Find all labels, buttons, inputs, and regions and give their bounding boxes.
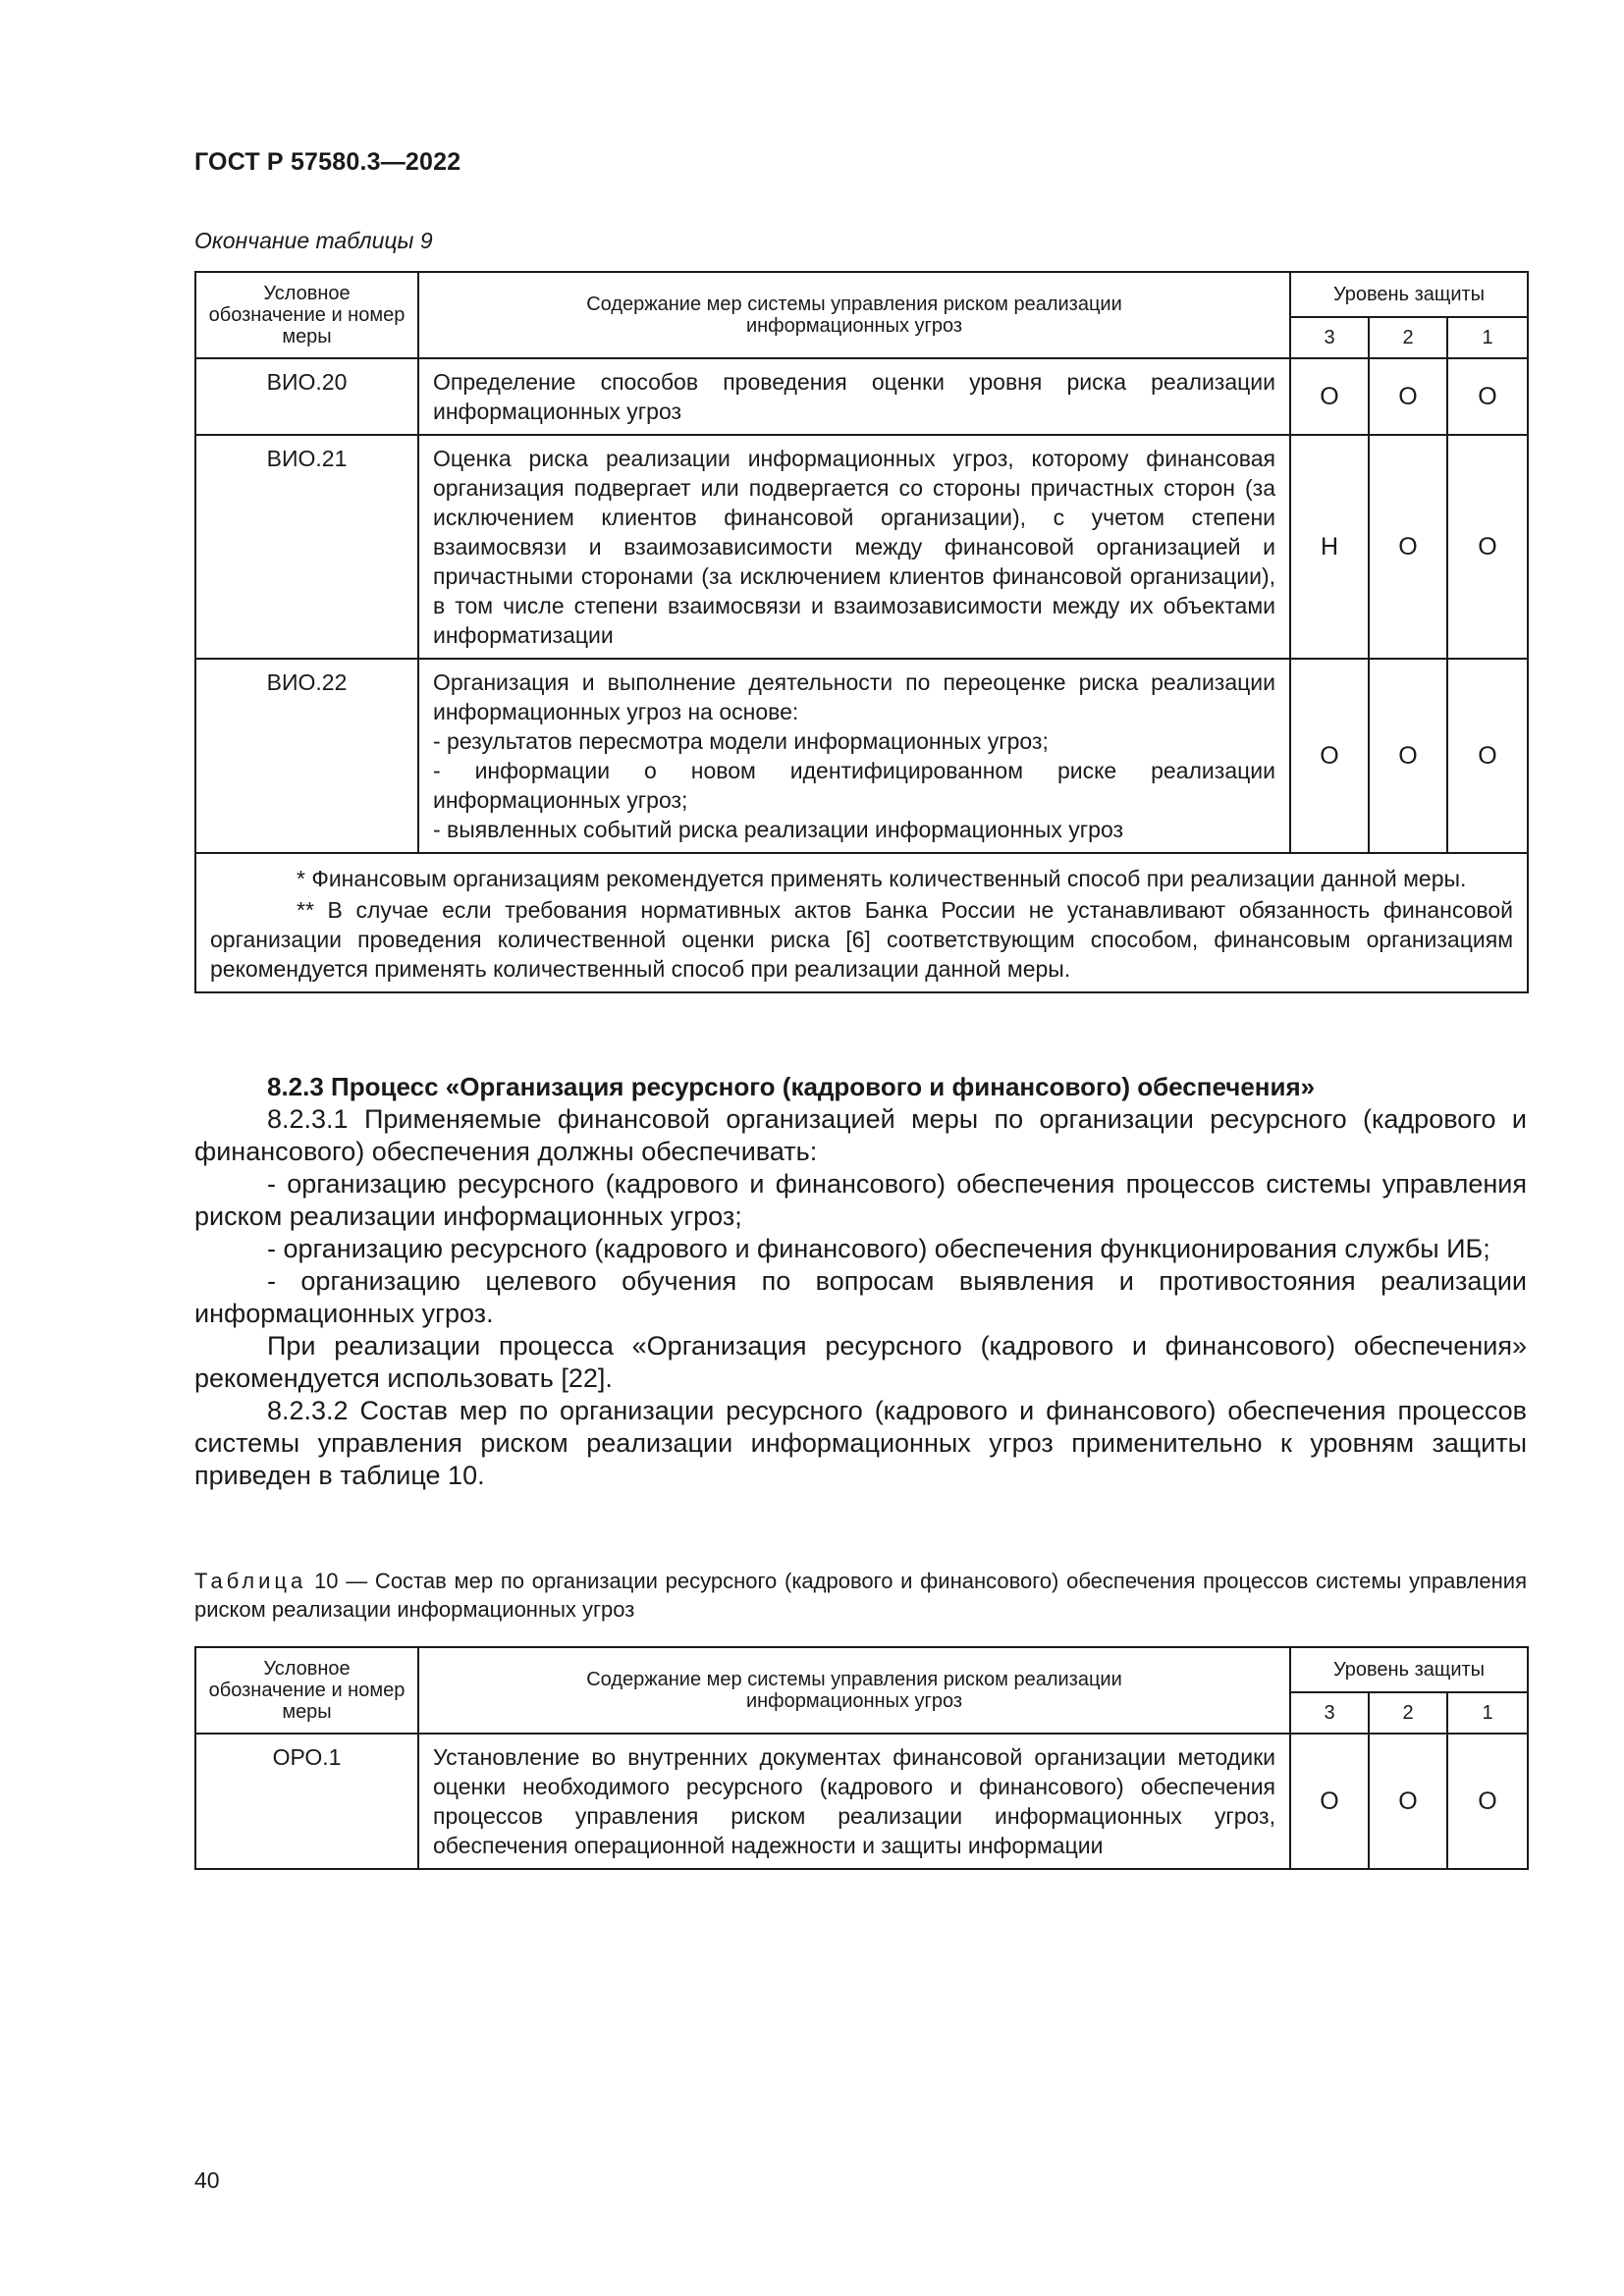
section-8-2-3 [194,1071,1527,1492]
list-item: - информации о новом идентифицированном риске реализации информационных угроз; [433,758,1275,813]
measure-intro: Организация и выполнение деятельности по переоценке риска реализации информационных угроз на основе: [433,669,1275,724]
level-3-value: Н [1290,435,1369,659]
header-level-2: 2 [1369,1692,1447,1734]
table-10 [194,1646,1529,1870]
header-level-3: 3 [1290,317,1369,358]
level-3-value: О [1290,1734,1369,1869]
header-protection-level: Уровень защиты [1290,1647,1528,1692]
list-item: - результатов пересмотра модели информационных угроз; [433,728,1049,754]
header-code: Условное обозначение и номер меры [195,1647,418,1734]
header-content: Содержание мер системы управления риском реализации информационных угроз [418,272,1290,358]
measure-text: Определение способов проведения оценки уровня риска реализации информационных угроз [418,358,1290,435]
measure-code: ОРО.1 [195,1734,418,1869]
table-row [195,358,1528,435]
header-content: Содержание мер системы управления риском реализации информационных угроз [418,1647,1290,1734]
level-3-value: О [1290,358,1369,435]
measure-code: ВИО.22 [195,659,418,853]
list-item: - организацию целевого обучения по вопросам выявления и противостояния реализации информационных угроз. [194,1266,1527,1328]
table-10-caption [194,1567,1527,1624]
table-title: 10 — Состав мер по организации ресурсного (кадрового и финансового) обеспечения процессов системы управления риском реализации информационных угроз [194,1569,1527,1622]
table-9 [194,271,1529,993]
header-level-2: 2 [1369,317,1447,358]
table-row [195,659,1528,853]
note-1: * Финансовым организациям рекомендуется применять количественный способ при реализации данной меры. [297,866,1467,891]
level-2-value: О [1369,358,1447,435]
note-2: ** В случае если требования нормативных актов Банка России не устанавливают обязанность финансовой организации проведения количественной оценки риска [6] соответствующим способом, финансовым организациям рекомендуется применять количественный способ при реализации данной меры. [210,897,1514,982]
measure-code: ВИО.20 [195,358,418,435]
paragraph: При реализации процесса «Организация ресурсного (кадрового и финансового) обеспечения» рекомендуется использовать [22]. [194,1331,1527,1393]
level-1-value: О [1447,1734,1528,1869]
level-1-value: О [1447,435,1528,659]
measure-code: ВИО.21 [195,435,418,659]
table-notes [195,853,1528,992]
table-9-continuation-caption: Окончание таблицы 9 [194,228,433,253]
list-item: - выявленных событий риска реализации информационных угроз [433,817,1124,842]
header-code: Условное обозначение и номер меры [195,272,418,358]
level-1-value: О [1447,358,1528,435]
level-1-value: О [1447,659,1528,853]
level-2-value: О [1369,435,1447,659]
list-item: - организацию ресурсного (кадрового и финансового) обеспечения функционирования службы ИБ; [267,1234,1490,1263]
paragraph: 8.2.3.1 Применяемые финансовой организацией меры по организации ресурсного (кадрового и финансового) обеспечения должны обеспечивать: [194,1104,1527,1166]
level-2-value: О [1369,659,1447,853]
header-level-3: 3 [1290,1692,1369,1734]
header-level-1: 1 [1447,1692,1528,1734]
level-2-value: О [1369,1734,1447,1869]
list-item: - организацию ресурсного (кадрового и финансового) обеспечения процессов системы управления риском реализации информационных угроз; [194,1169,1527,1231]
measure-text [418,659,1290,853]
measure-text: Оценка риска реализации информационных угроз, которому финансовая организация подвергает или подвергается со стороны причастных сторон (за исключением клиентов финансовой организации), с учетом степени взаимосвязи и взаимозависимости между финансовой организацией и причастными сторонами (за исключением клиентов финансовой организации), в том числе степени взаимосвязи и взаимозависимости между их объектами информатизации [418,435,1290,659]
header-protection-level: Уровень защиты [1290,272,1528,317]
page-number: 40 [194,2167,220,2193]
header-level-1: 1 [1447,317,1528,358]
paragraph: 8.2.3.2 Состав мер по организации ресурсного (кадрового и финансового) обеспечения процессов системы управления риском реализации информационных угроз применительно к уровням защиты приведен в таблице 10. [194,1396,1527,1490]
section-heading: 8.2.3 Процесс «Организация ресурсного (кадрового и финансового) обеспечения» [267,1072,1316,1101]
document-code: ГОСТ Р 57580.3—2022 [194,148,461,176]
level-3-value: О [1290,659,1369,853]
measure-text: Установление во внутренних документах финансовой организации методики оценки необходимого ресурсного (кадрового и финансового) обеспечения процессов управления риском реализации информационных угроз, обеспечения операционной надежности и защиты информации [418,1734,1290,1869]
table-row [195,1734,1528,1869]
table-row [195,435,1528,659]
table-label: Таблица [194,1569,307,1593]
